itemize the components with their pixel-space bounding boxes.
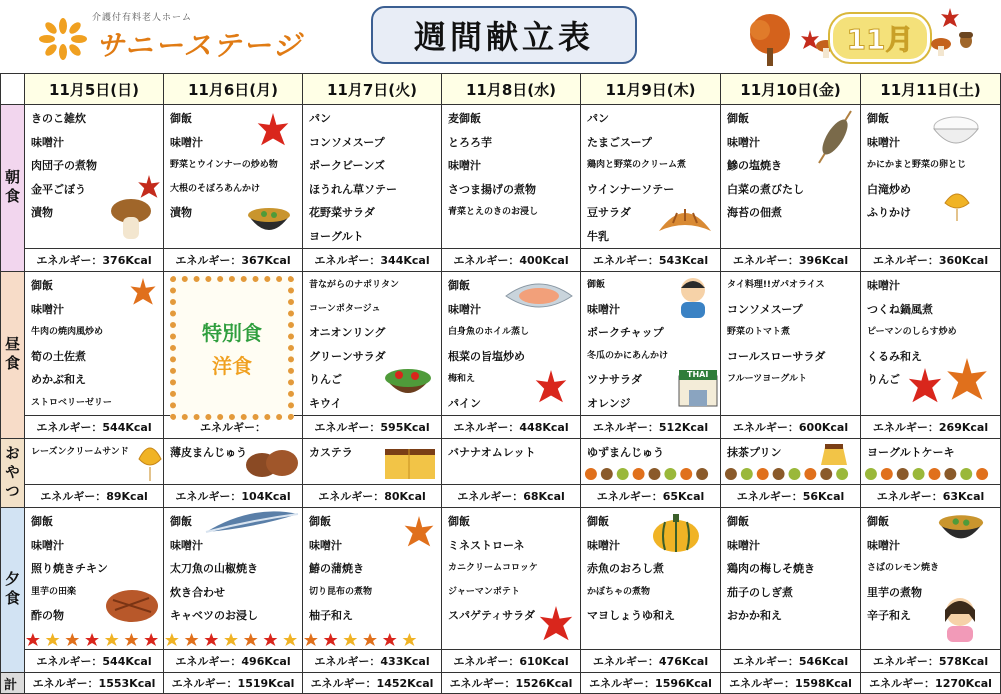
menu-item: 御飯	[867, 515, 889, 528]
date-row	[1, 74, 1001, 105]
energy-value: エネルギー：543Kcal	[581, 249, 721, 272]
ginkgo-leaf-icon	[943, 189, 971, 223]
energy-value: エネルギー：367Kcal	[164, 249, 303, 272]
maple-leaf-icon	[534, 370, 568, 404]
menu-item: さばのレモン焼き	[867, 563, 940, 573]
menu-item: 冬瓜のかにあんかけ	[587, 350, 669, 361]
menu-item: 炊き合わせ	[170, 585, 225, 599]
manju-icon	[244, 445, 300, 481]
total-energy-value: エネルギー：1270Kcal	[861, 673, 1001, 694]
menu-item: 牛肉の焼肉風炒め	[31, 327, 104, 337]
menu-item: 鰆の蒲焼き	[309, 562, 364, 575]
energy-value: エネルギー：56Kcal	[721, 485, 861, 508]
menu-item: ジャーマンポテト	[448, 586, 520, 597]
meal-label-noon: 昼食	[1, 272, 25, 439]
menu-list	[721, 272, 860, 392]
meal-label-snack: おやつ	[1, 439, 25, 508]
menu-item: レーズンクリームサンド	[31, 447, 129, 457]
grilled-fish-icon	[811, 109, 857, 165]
menu-item: フルーツヨーグルト	[727, 374, 808, 384]
menu-item: 白滝炒め	[867, 182, 911, 196]
leaf-border-icon	[164, 631, 302, 647]
menu-item: 御飯	[170, 515, 192, 528]
menu-item: 御飯	[587, 515, 609, 528]
leaf-border-icon	[25, 631, 163, 647]
energy-value: エネルギー：476Kcal	[581, 650, 721, 673]
menu-item: 柚子和え	[309, 609, 353, 622]
menu-item: 野菜とウインナーの炒め物	[170, 160, 278, 170]
menu-item: ポークチャップ	[587, 326, 664, 339]
menu-list	[581, 439, 720, 465]
menu-item: たまごスープ	[587, 135, 652, 149]
maple-leaf-icon	[137, 175, 161, 199]
autumn-fruits-row-icon	[581, 466, 720, 482]
maple-leaf-icon	[403, 516, 435, 548]
menu-cell	[721, 105, 861, 249]
menu-cell	[442, 272, 581, 416]
menu-cell	[442, 439, 581, 485]
energy-value: エネルギー：544Kcal	[25, 416, 164, 439]
menu-item: 太刀魚の山椒焼き	[170, 562, 258, 575]
menu-item: 御飯	[31, 279, 53, 292]
menu-item: かぼちゃの煮物	[587, 586, 651, 597]
menu-cell	[861, 508, 1001, 650]
total-energy-value: エネルギー：1553Kcal	[25, 673, 164, 694]
total-energy-value: エネルギー：1452Kcal	[303, 673, 442, 694]
menu-item: スパゲティサラダ	[448, 609, 536, 622]
menu-item: 味噌汁	[448, 159, 481, 172]
energy-value: エネルギー：80Kcal	[303, 485, 442, 508]
menu-item: 鰺の塩焼き	[727, 159, 782, 172]
menu-cell	[721, 508, 861, 650]
menu-item: 茄子のしぎ煮	[727, 585, 793, 599]
menu-item: 里芋の田楽	[31, 586, 77, 597]
menu-item: ほうれん草ソテー	[309, 182, 397, 196]
menu-item: ストロベリーゼリー	[31, 397, 112, 408]
energy-value: エネルギー：	[164, 416, 303, 439]
logo-subtitle: 介護付有料老人ホーム	[92, 13, 193, 23]
menu-cell	[303, 508, 442, 650]
menu-item: 花野菜サラダ	[309, 206, 375, 219]
menu-item: 御飯	[309, 515, 331, 528]
menu-cell	[442, 508, 581, 650]
menu-item: キウイ	[309, 396, 342, 410]
menu-cell	[581, 439, 721, 485]
menu-item: キャベツのお浸し	[170, 609, 258, 622]
menu-item: 金平ごぼう	[31, 182, 86, 196]
menu-item: 御飯	[727, 112, 749, 125]
menu-cell	[25, 272, 164, 416]
menu-list	[721, 508, 860, 628]
snack-row	[1, 439, 1001, 485]
menu-item: コンソメスープ	[727, 302, 803, 316]
menu-item: 味噌汁	[587, 538, 620, 552]
total-energy-value: エネルギー：1519Kcal	[164, 673, 303, 694]
energy-value: エネルギー：396Kcal	[721, 249, 861, 272]
menu-item: 味噌汁	[448, 302, 481, 316]
menu-item: ヨーグルトケーキ	[867, 446, 955, 459]
menu-item: 野菜のトマト煮	[727, 327, 791, 337]
menu-item: めかぶ和え	[31, 373, 86, 386]
energy-value: エネルギー：400Kcal	[442, 249, 581, 272]
menu-item: 白菜の煮びたし	[727, 182, 804, 196]
menu-item: 抹茶プリン	[727, 446, 782, 459]
energy-value: エネルギー：496Kcal	[164, 650, 303, 673]
maple-leaf-icon	[945, 358, 989, 402]
date-header: 11月8日(水)	[442, 74, 581, 105]
menu-cell	[164, 105, 303, 249]
menu-item: 豆サラダ	[587, 206, 631, 219]
menu-item: 青菜とえのきのお浸し	[448, 207, 539, 217]
menu-item: 鶏肉と野菜のクリーム煮	[587, 160, 687, 170]
menu-item: 肉団子の煮物	[31, 159, 97, 172]
menu-cell	[721, 439, 861, 485]
menu-list	[861, 439, 1000, 465]
energy-value: エネルギー：600Kcal	[721, 416, 861, 439]
menu-item: つくね鍋風煮	[867, 302, 933, 316]
date-header: 11月9日(木)	[581, 74, 721, 105]
menu-item: 味噌汁	[31, 538, 64, 552]
date-header: 11月10日(金)	[721, 74, 861, 105]
page-title: 週間献立表	[371, 6, 637, 64]
mushroom-character-icon	[109, 197, 153, 243]
energy-value: エネルギー：360Kcal	[861, 249, 1001, 272]
menu-item: 照り焼きチキン	[31, 562, 108, 575]
menu-item: 梅和え	[448, 374, 476, 384]
date-header: 11月5日(日)	[25, 74, 164, 105]
menu-item: ふりかけ	[867, 206, 911, 219]
noon-row	[1, 272, 1001, 416]
menu-item: きのこ雑炊	[31, 112, 86, 125]
menu-cell	[861, 272, 1001, 416]
menu-cell	[303, 105, 442, 249]
maple-leaf-icon	[907, 368, 943, 404]
menu-item: グリーンサラダ	[309, 349, 386, 363]
menu-item: 辛子和え	[867, 609, 911, 622]
menu-item: 御飯	[31, 515, 53, 528]
menu-cell	[581, 272, 721, 416]
menu-item: 味噌汁	[31, 135, 64, 149]
menu-item: ミネストローネ	[448, 538, 525, 552]
energy-value: エネルギー：595Kcal	[303, 416, 442, 439]
menu-item: ヨーグルト	[309, 229, 364, 243]
energy-value: エネルギー：269Kcal	[861, 416, 1001, 439]
energy-value: エネルギー：448Kcal	[442, 416, 581, 439]
menu-item: ゆずまんじゅう	[587, 446, 664, 459]
menu-item: 御飯	[727, 515, 749, 528]
energy-value: エネルギー：104Kcal	[164, 485, 303, 508]
maple-leaf-icon	[129, 278, 157, 306]
menu-cell	[164, 272, 303, 416]
menu-item: カステラ	[309, 446, 353, 459]
menu-item: パン	[587, 112, 609, 125]
menu-cell	[303, 272, 442, 416]
menu-item: 鶏肉の梅しそ焼き	[727, 562, 815, 575]
energy-value: エネルギー：68Kcal	[442, 485, 581, 508]
leaf-border-icon	[303, 631, 441, 647]
morning-row	[1, 105, 1001, 249]
menu-item: 味噌汁	[31, 302, 64, 316]
mushroom-icon	[930, 36, 952, 58]
thai-label: THAI	[687, 370, 709, 379]
dinner-row	[1, 508, 1001, 650]
sun-logo-icon	[38, 18, 88, 60]
menu-item: 御飯	[448, 279, 470, 292]
menu-item: 味噌汁	[309, 538, 342, 552]
menu-item: くるみ和え	[867, 349, 922, 363]
menu-item: オレンジ	[587, 396, 631, 410]
menu-cell	[164, 439, 303, 485]
acorn-icon	[958, 30, 974, 48]
menu-list	[303, 105, 441, 248]
menu-item: 味噌汁	[727, 538, 760, 552]
menu-cell	[581, 508, 721, 650]
menu-item: オニオンリング	[309, 326, 386, 339]
menu-cell	[25, 439, 164, 485]
menu-item: 薄皮まんじゅう	[170, 446, 247, 459]
menu-item: ポークビーンズ	[309, 159, 386, 172]
special-meal-type: 洋食	[212, 354, 252, 378]
menu-item: さつま揚げの煮物	[448, 182, 536, 196]
pudding-icon	[813, 441, 855, 467]
menu-item: 根菜の旨塩炒め	[448, 349, 525, 363]
menu-list	[442, 105, 580, 225]
menu-item: 味噌汁	[867, 538, 900, 552]
energy-value: エネルギー：63Kcal	[861, 485, 1001, 508]
menu-item: 御飯	[867, 112, 889, 125]
header	[0, 0, 1001, 72]
date-header: 11月6日(月)	[164, 74, 303, 105]
salad-bowl-icon	[383, 362, 433, 402]
menu-item: 味噌汁	[867, 279, 900, 292]
energy-value: エネルギー：512Kcal	[581, 416, 721, 439]
foil-fish-icon	[504, 278, 574, 314]
menu-item: タイ料理!!ガパオライス	[727, 280, 825, 290]
morning-energy-row	[1, 249, 1001, 272]
noon-energy-row	[1, 416, 1001, 439]
energy-value: エネルギー：544Kcal	[25, 650, 164, 673]
menu-item: カニクリームコロッケ	[448, 563, 538, 573]
menu-item: かにかまと野菜の卵とじ	[867, 160, 967, 170]
menu-item: コンソメスープ	[309, 135, 385, 149]
energy-value: エネルギー：610Kcal	[442, 650, 581, 673]
menu-cell	[442, 105, 581, 249]
energy-value: エネルギー：89Kcal	[25, 485, 164, 508]
rice-bowl-icon	[931, 111, 981, 151]
total-energy-value: エネルギー：1526Kcal	[442, 673, 581, 694]
menu-item: 大根のそぼろあんかけ	[170, 183, 261, 194]
total-energy-value: エネルギー：1596Kcal	[581, 673, 721, 694]
woman-eating-icon	[935, 592, 985, 644]
maple-leaf-icon	[538, 606, 574, 642]
menu-cell	[861, 105, 1001, 249]
menu-item: りんご	[309, 373, 342, 386]
menu-item: ツナサラダ	[587, 373, 642, 386]
menu-item: 御飯	[587, 280, 606, 290]
miso-soup-icon	[935, 510, 987, 550]
menu-item: 味噌汁	[170, 135, 203, 149]
menu-item: 御飯	[448, 515, 470, 528]
menu-cell	[861, 439, 1001, 485]
dinner-energy-row	[1, 650, 1001, 673]
menu-item: パイン	[448, 396, 481, 410]
menu-cell	[303, 439, 442, 485]
menu-cell	[25, 105, 164, 249]
total-energy-value: エネルギー：1598Kcal	[721, 673, 861, 694]
menu-item: りんご	[867, 373, 900, 386]
snack-energy-row	[1, 485, 1001, 508]
menu-item: 里芋の煮物	[867, 585, 922, 599]
castella-cake-icon	[383, 445, 437, 481]
menu-item: ウインナーソテー	[587, 182, 675, 196]
menu-item: 筍の土佐煮	[31, 349, 86, 363]
menu-item: 味噌汁	[867, 135, 900, 149]
menu-item: コーンポタージュ	[309, 303, 381, 314]
menu-item: 白身魚のホイル蒸し	[448, 327, 530, 337]
meal-label-total: 計	[1, 673, 25, 694]
menu-item: コールスローサラダ	[727, 349, 826, 363]
menu-item: 昔ながらのナポリタン	[309, 280, 400, 290]
month-badge: 11月	[830, 14, 930, 62]
meal-label-dinner: 夕食	[1, 508, 25, 673]
logo-name: サニーステージ	[96, 29, 303, 62]
menu-item: 海苔の佃煮	[727, 206, 782, 219]
total-row	[1, 673, 1001, 694]
boy-eating-icon	[673, 276, 713, 320]
date-header: 11月7日(火)	[303, 74, 442, 105]
special-meal-frame	[170, 276, 294, 420]
miso-soup-icon	[246, 203, 292, 241]
menu-cell	[25, 508, 164, 650]
menu-item: ピーマンのしらす炒め	[867, 327, 957, 337]
menu-item: おかか和え	[727, 609, 782, 622]
autumn-tree-icon	[740, 12, 800, 68]
energy-value: エネルギー：578Kcal	[861, 650, 1001, 673]
menu-item: 味噌汁	[170, 538, 203, 552]
menu-item: マヨしょうゆ和え	[587, 609, 675, 622]
menu-item: 味噌汁	[587, 302, 620, 316]
menu-item: 御飯	[170, 112, 192, 125]
menu-item: 牛乳	[587, 229, 609, 243]
energy-value: エネルギー：65Kcal	[581, 485, 721, 508]
menu-item: 味噌汁	[727, 135, 760, 149]
special-meal-title: 特別食	[202, 321, 262, 345]
menu-item: パン	[309, 112, 331, 125]
energy-value: エネルギー：376Kcal	[25, 249, 164, 272]
pumpkin-icon	[651, 512, 701, 554]
menu-list	[442, 439, 580, 465]
energy-value: エネルギー：433Kcal	[303, 650, 442, 673]
autumn-fruits-row-icon	[721, 466, 860, 482]
menu-item: 酢の物	[31, 609, 64, 622]
teriyaki-chicken-icon	[103, 586, 161, 626]
autumn-fruits-row-icon	[861, 466, 1000, 482]
menu-item: 赤魚のおろし煮	[587, 562, 664, 575]
menu-cell	[581, 105, 721, 249]
menu-item: 漬物	[31, 206, 53, 219]
menu-item: 麦御飯	[448, 112, 481, 125]
date-header: 11月11日(土)	[861, 74, 1001, 105]
menu-cell	[164, 508, 303, 650]
menu-item: 切り昆布の煮物	[309, 586, 373, 597]
maple-leaf-icon	[256, 113, 290, 147]
maple-leaf-icon	[940, 8, 960, 28]
menu-cell	[721, 272, 861, 416]
menu-item: バナナオムレット	[448, 446, 536, 459]
meal-label-morning: 朝食	[1, 105, 25, 272]
ginkgo-leaf-icon	[137, 441, 163, 483]
croissant-icon	[655, 201, 715, 241]
menu-item: 漬物	[170, 206, 192, 219]
menu-item: とろろ芋	[448, 135, 492, 149]
weekly-menu-table	[0, 73, 1001, 694]
saury-fish-icon	[204, 508, 300, 538]
corner-cell	[1, 74, 25, 105]
energy-value: エネルギー：344Kcal	[303, 249, 442, 272]
energy-value: エネルギー：546Kcal	[721, 650, 861, 673]
